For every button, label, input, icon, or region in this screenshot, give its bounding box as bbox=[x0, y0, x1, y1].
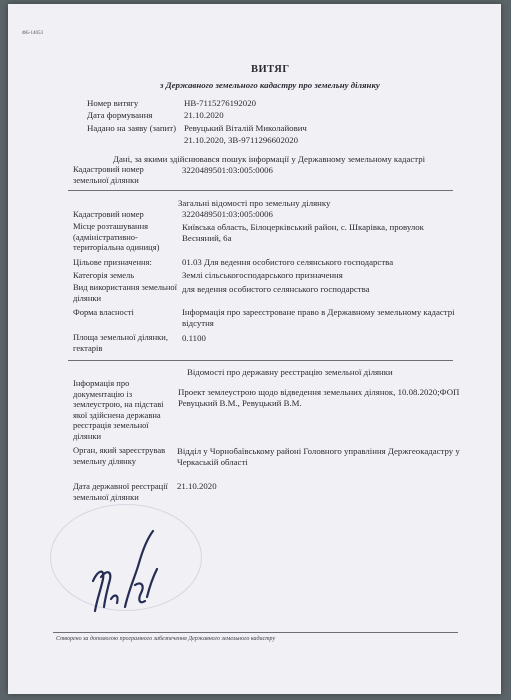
purpose-value: 01.03 Для ведення особистого селянського господарства bbox=[182, 257, 394, 267]
location-label: Місце розташування (адміністративно-територіальна одиниця) bbox=[73, 221, 160, 252]
land-use-label: Вид використання земельної ділянки bbox=[73, 282, 178, 303]
extract-number-value: НВ-7115276192020 bbox=[184, 98, 257, 108]
general-cadastral-label: Кадастровий номер bbox=[73, 209, 144, 219]
document-subtitle: з Державного земельного кадастру про земельну ділянку bbox=[160, 80, 380, 90]
handwritten-signature bbox=[83, 519, 173, 629]
ownership-form-value: Інформація про зареєстроване право в Державному земельному кадастрі відсутня bbox=[182, 307, 455, 328]
location-value: Київська область, Білоцерківський район, с. Шкарівка, провулок Весняний, 6а bbox=[182, 222, 424, 243]
document-sheet bbox=[8, 4, 501, 694]
area-value: 0.1100 bbox=[182, 333, 206, 343]
documentation-label: Інформація про документацію із землеустрою, на підставі якої здійснена державна реєстрація земельної ділянки bbox=[73, 378, 164, 441]
search-section-heading: Дані, за якими здійснювався пошук інформації у Державному земельному кадастрі bbox=[113, 154, 426, 164]
area-label: Площа земельної ділянки, гектарів bbox=[73, 332, 168, 353]
purpose-label: Цільове призначення: bbox=[73, 257, 152, 267]
search-cadastral-label: Кадастровий номер земельної ділянки bbox=[73, 164, 144, 185]
formation-date-value: 21.10.2020 bbox=[184, 110, 224, 120]
registration-date-value: 21.10.2020 bbox=[177, 481, 217, 491]
general-cadastral-value: 3220489501:03:005:0006 bbox=[182, 209, 273, 219]
request-value-line1: Ревуцький Віталій Миколайович bbox=[184, 123, 307, 133]
request-value-line2: 21.10.2020, ЗВ-9711296602020 bbox=[184, 135, 299, 145]
land-use-value: для ведення особистого селянського господарства bbox=[182, 284, 370, 294]
search-cadastral-value: 3220489501:03:005:0006 bbox=[182, 165, 273, 175]
registration-section-heading: Відомості про державну реєстрацію земельної ділянки bbox=[187, 367, 393, 377]
footer-divider bbox=[53, 632, 458, 633]
divider bbox=[68, 190, 453, 191]
footer-note: Створено за допомогою програмного забезпечення Державного земельного кадастру bbox=[56, 636, 276, 642]
divider bbox=[68, 360, 453, 361]
documentation-value: Проект землеустрою щодо відведення земельних ділянок, 10.08.2020;ФОП Ревуцький В.М., Ревуцький В.М. bbox=[178, 387, 460, 408]
registering-authority-value: Відділ у Чорнобаївському районі Головного управління Держгеокадастру у Черкаській області bbox=[177, 446, 460, 467]
formation-date-label: Дата формування bbox=[87, 110, 153, 120]
land-category-value: Землі сільськогосподарського призначення bbox=[182, 270, 343, 280]
corner-mark: ФБ-14053 bbox=[22, 31, 43, 36]
registration-date-label: Дата державної реєстрації земельної ділянки bbox=[73, 481, 168, 502]
extract-number-label: Номер витягу bbox=[87, 98, 139, 108]
ownership-form-label: Форма власності bbox=[73, 307, 134, 317]
request-label: Надано на заяву (запит) bbox=[87, 123, 177, 133]
land-category-label: Категорія земель bbox=[73, 270, 135, 280]
document-title: ВИТЯГ bbox=[251, 64, 290, 75]
registering-authority-label: Орган, який зареєстрував земельну ділянку bbox=[73, 445, 166, 466]
general-section-heading: Загальні відомості про земельну ділянку bbox=[178, 198, 331, 208]
